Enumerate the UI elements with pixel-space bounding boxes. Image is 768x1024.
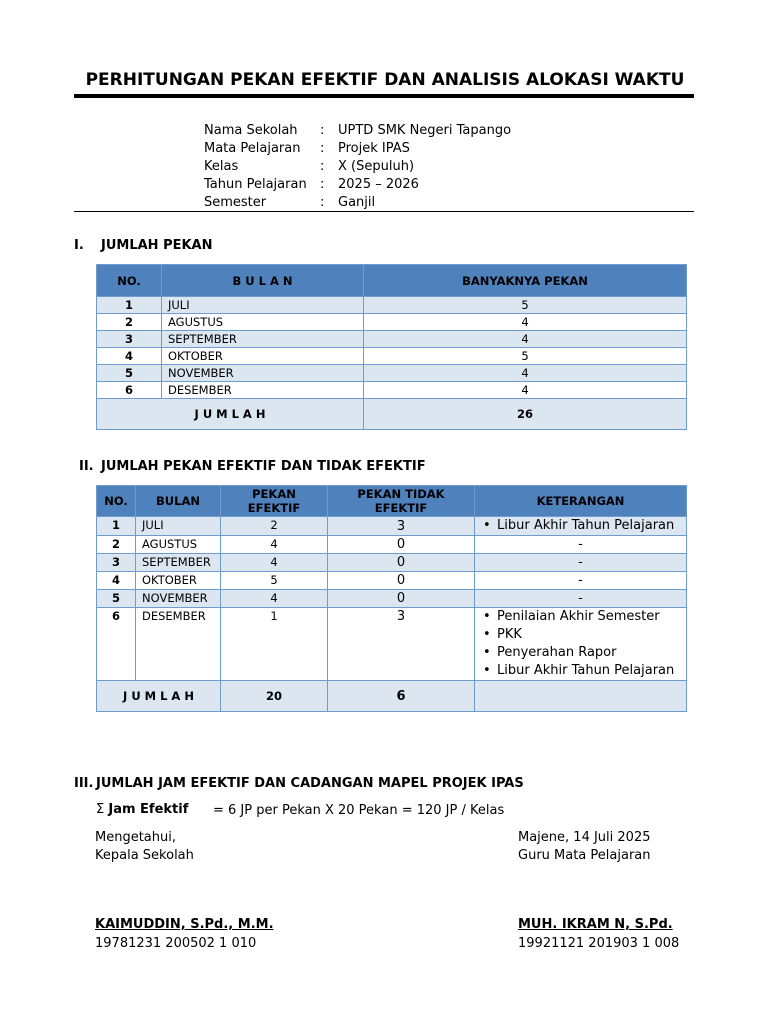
signature-left-name: KAIMUDDIN, S.Pd., M.M.	[95, 917, 274, 932]
row-no: 2	[97, 536, 136, 554]
keterangan-list	[481, 517, 680, 535]
info-divider	[74, 211, 694, 212]
signature-right-name: MUH. IKRAM N, S.Pd.	[518, 917, 673, 932]
section3-heading: JUMLAH JAM EFEKTIF DAN CADANGAN MAPEL PROJEK IPAS	[96, 776, 524, 791]
table-row	[97, 536, 687, 554]
info-value: Projek IPAS	[338, 141, 410, 156]
row-no: 3	[97, 331, 162, 348]
info-separator: :	[320, 177, 325, 192]
row-bulan: OKTOBER	[136, 572, 221, 590]
column-header-pekan-tidak-efektif: PEKAN TIDAK EFEKTIF	[328, 486, 475, 517]
table-row	[97, 517, 687, 536]
row-no: 6	[97, 382, 162, 399]
row-tidak-efektif: 0	[328, 590, 475, 608]
table-row	[97, 348, 687, 365]
row-bulan: JULI	[162, 297, 364, 314]
row-pekan: 4	[364, 365, 687, 382]
row-efektif: 4	[221, 590, 328, 608]
school-info	[204, 122, 511, 212]
row-efektif: 5	[221, 572, 328, 590]
signature-left-nip: 19781231 200502 1 010	[95, 936, 257, 951]
column-header-no: NO.	[97, 265, 162, 297]
row-efektif: 4	[221, 554, 328, 572]
signature-right	[518, 829, 651, 865]
row-pekan: 4	[364, 331, 687, 348]
info-row-subject	[204, 140, 511, 158]
section3-number: III.	[74, 776, 94, 791]
row-bulan: SEPTEMBER	[136, 554, 221, 572]
pekan-efektif-table	[96, 485, 687, 712]
signature-right-nip: 19921121 201903 1 008	[518, 936, 680, 951]
info-separator: :	[320, 159, 325, 174]
total-keterangan	[475, 681, 687, 712]
row-bulan: AGUSTUS	[162, 314, 364, 331]
jam-efektif-formula: = 6 JP per Pekan X 20 Pekan = 120 JP / Kelas	[213, 803, 505, 818]
list-item: • PKK	[497, 626, 680, 644]
row-no: 5	[97, 590, 136, 608]
row-bulan: JULI	[136, 517, 221, 536]
row-no: 1	[97, 517, 136, 536]
info-value: 2025 – 2026	[338, 177, 419, 192]
info-row-class	[204, 158, 511, 176]
row-keterangan: -	[475, 572, 687, 590]
info-value: UPTD SMK Negeri Tapango	[338, 123, 512, 138]
list-item: • Libur Akhir Tahun Pelajaran	[497, 662, 680, 680]
table-row	[97, 331, 687, 348]
signature-left	[95, 829, 194, 865]
row-tidak-efektif: 0	[328, 572, 475, 590]
jumlah-pekan-table	[96, 264, 687, 430]
row-pekan: 4	[364, 314, 687, 331]
table-row	[97, 297, 687, 314]
column-header-bulan: BULAN	[136, 486, 221, 517]
list-item: • Penyerahan Rapor	[497, 644, 680, 662]
total-row	[97, 681, 687, 712]
section1-number: I.	[74, 238, 84, 253]
info-value: Ganjil	[338, 195, 376, 210]
row-bulan: SEPTEMBER	[162, 331, 364, 348]
jam-efektif-text: Jam Efektif	[108, 802, 189, 817]
info-label: Kelas	[204, 159, 239, 174]
row-no: 4	[97, 572, 136, 590]
total-efektif: 20	[221, 681, 328, 712]
total-label: J U M L A H	[97, 681, 221, 712]
row-tidak-efektif: 3	[328, 608, 475, 681]
info-separator: :	[320, 141, 325, 156]
row-bulan: OKTOBER	[162, 348, 364, 365]
row-no: 4	[97, 348, 162, 365]
row-keterangan: -	[475, 536, 687, 554]
jam-efektif-label	[96, 802, 188, 817]
row-bulan: NOVEMBER	[162, 365, 364, 382]
table-row	[97, 590, 687, 608]
row-keterangan: -	[475, 554, 687, 572]
sigma-symbol: Σ	[96, 802, 105, 817]
row-tidak-efektif: 0	[328, 536, 475, 554]
row-no: 5	[97, 365, 162, 382]
row-efektif: 4	[221, 536, 328, 554]
row-keterangan: -	[475, 590, 687, 608]
info-separator: :	[320, 123, 325, 138]
table-row	[97, 314, 687, 331]
row-bulan: AGUSTUS	[136, 536, 221, 554]
row-keterangan	[475, 608, 687, 681]
info-label: Semester	[204, 195, 267, 210]
info-label: Nama Sekolah	[204, 123, 298, 138]
document-title: PERHITUNGAN PEKAN EFEKTIF DAN ANALISIS ALOKASI WAKTU	[85, 70, 685, 90]
title-divider	[74, 94, 694, 98]
row-bulan: NOVEMBER	[136, 590, 221, 608]
row-no: 1	[97, 297, 162, 314]
row-bulan: DESEMBER	[136, 608, 221, 681]
section1-heading: JUMLAH PEKAN	[101, 238, 213, 253]
signature-right-line1: Majene, 14 Juli 2025	[518, 830, 651, 845]
row-keterangan	[475, 517, 687, 536]
row-efektif: 2	[221, 517, 328, 536]
column-header-bulan: B U L A N	[162, 265, 364, 297]
row-bulan: DESEMBER	[162, 382, 364, 399]
row-no: 6	[97, 608, 136, 681]
column-header-keterangan: KETERANGAN	[475, 486, 687, 517]
row-pekan: 4	[364, 382, 687, 399]
info-separator: :	[320, 195, 325, 210]
row-tidak-efektif: 3	[328, 517, 475, 536]
list-item: • Libur Akhir Tahun Pelajaran	[497, 517, 680, 535]
table-row	[97, 365, 687, 382]
signature-left-line1: Mengetahui,	[95, 830, 176, 845]
section2-number: II.	[79, 459, 94, 474]
signature-left-line2: Kepala Sekolah	[95, 848, 194, 863]
info-label: Tahun Pelajaran	[204, 177, 307, 192]
info-value: X (Sepuluh)	[338, 159, 415, 174]
total-value: 26	[364, 399, 687, 430]
row-no: 2	[97, 314, 162, 331]
info-row-school	[204, 122, 511, 140]
list-item: • Penilaian Akhir Semester	[497, 608, 680, 626]
row-efektif: 1	[221, 608, 328, 681]
column-header-no: NO.	[97, 486, 136, 517]
table-row	[97, 608, 687, 681]
column-header-banyaknya-pekan: BANYAKNYA PEKAN	[364, 265, 687, 297]
row-pekan: 5	[364, 348, 687, 365]
row-tidak-efektif: 0	[328, 554, 475, 572]
total-label: J U M L A H	[97, 399, 364, 430]
keterangan-list	[481, 608, 680, 680]
info-row-year	[204, 176, 511, 194]
table-row	[97, 382, 687, 399]
info-label: Mata Pelajaran	[204, 141, 301, 156]
table-row	[97, 572, 687, 590]
table-row	[97, 554, 687, 572]
column-header-pekan-efektif: PEKAN EFEKTIF	[221, 486, 328, 517]
section2-heading: JUMLAH PEKAN EFEKTIF DAN TIDAK EFEKTIF	[101, 459, 426, 474]
signature-right-line2: Guru Mata Pelajaran	[518, 848, 651, 863]
row-pekan: 5	[364, 297, 687, 314]
info-row-semester	[204, 194, 511, 212]
total-row	[97, 399, 687, 430]
total-tidak-efektif: 6	[328, 681, 475, 712]
row-no: 3	[97, 554, 136, 572]
